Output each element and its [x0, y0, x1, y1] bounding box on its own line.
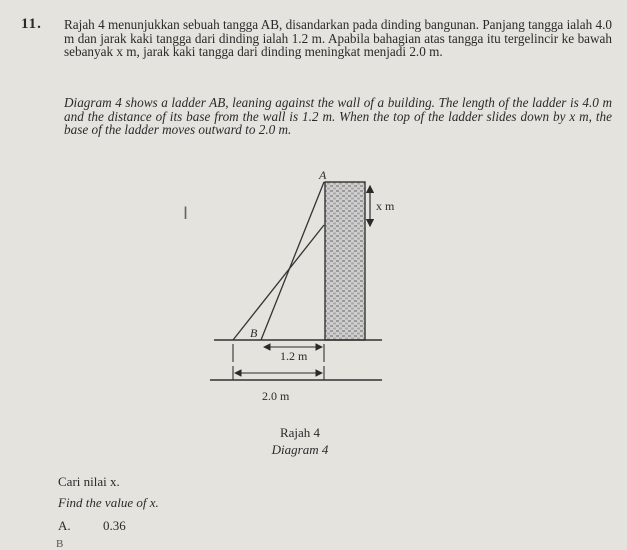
- prompt-malay: Cari nilai x.: [58, 474, 120, 489]
- ladder-slid: [233, 225, 324, 340]
- option-a-label[interactable]: A.: [58, 518, 71, 533]
- label-b: B: [250, 326, 258, 340]
- label-a: A: [319, 168, 327, 182]
- wall: [325, 182, 365, 340]
- text-cursor-icon: I: [183, 204, 189, 224]
- label-x: x m: [376, 199, 395, 213]
- ladder-original: [261, 182, 324, 340]
- label-2-0m: 2.0 m: [262, 389, 290, 403]
- question-text-english: Diagram 4 shows a ladder AB, leaning against the wall of a building. The length of the ladder is 4.0 m and the distance of its base from the wall is 1.2 m. When the top of the ladder slides down by x m, the base of the ladder moves outward to 2.0 m.: [64, 95, 612, 137]
- question-text-malay: Rajah 4 menunjukkan sebuah tangga AB, disandarkan pada dinding bangunan. Panjang tangga ialah 4.0 m dan jarak kaki tangga dari dinding ialah 1.2 m. Apabila bahagian atas tangga itu tergelincir ke bawah sebanyak x m, jarak kaki tangga dari dinding meningkat menjadi 2.0 m.: [64, 17, 612, 59]
- prompt-english: Find the value of x.: [58, 495, 159, 510]
- caption-malay: Rajah 4: [279, 425, 321, 440]
- option-a-value[interactable]: 0.36: [103, 518, 126, 533]
- question-number: 11.: [21, 16, 42, 32]
- option-b-label[interactable]: B: [56, 538, 64, 550]
- label-1-2m: 1.2 m: [280, 349, 308, 363]
- caption-english: Diagram 4: [271, 442, 329, 457]
